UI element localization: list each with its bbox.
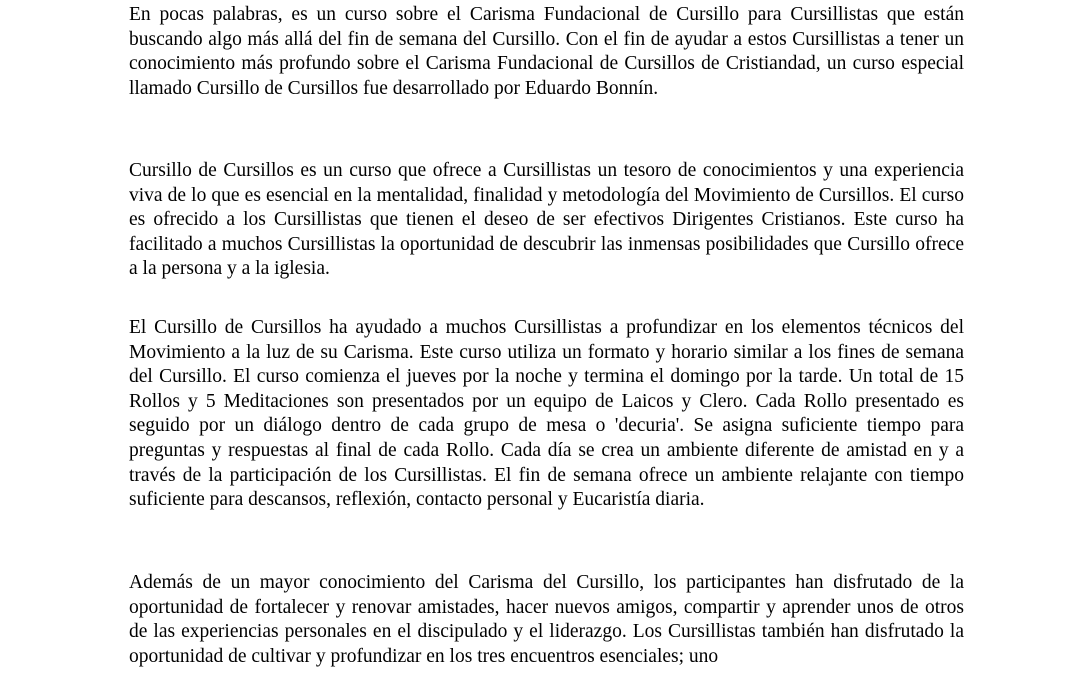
paragraph-participant-benefits: Además de un mayor conocimiento del Carisma del Cursillo, los participantes han disfrutado de la oportunidad de fortalecer y renovar amistades, hacer nuevos amigos, compartir y aprender unos de otros de las experiencias personales en el discipulado y el liderazgo. Los Cursillistas también han disfrutado la oportunidad de cultivar y profundizar en los tres encuentros esenciales; uno bbox=[129, 572, 964, 667]
paragraph-course-format: El Cursillo de Cursillos ha ayudado a muchos Cursillistas a profundizar en los elementos técnicos del Movimiento a la luz de su Carisma. Este curso utiliza un formato y horario similar a los fines de semana del Cursillo. El curso comienza el jueves por la noche y termina el domingo por la tarde. Un total de 15 Rollos y 5 Meditaciones son presentados por un equipo de Laicos y Clero. Cada Rollo presentado es seguido por un diálogo dentro de cada grupo de mesa o 'decuria'. Se asigna suficiente tiempo para preguntas y respuestas al final de cada Rollo. Cada día se crea un ambiente diferente de amistad en y a través de la participación de los Cursillistas. El fin de semana ofrece un ambiente relajante con tiempo suficiente para descansos, reflexión, contacto personal y Eucaristía diaria. bbox=[129, 317, 964, 511]
paragraph-intro: En pocas palabras, es un curso sobre el Carisma Fundacional de Cursillo para Cursillistas que están buscando algo más allá del fin de semana del Cursillo. Con el fin de ayudar a estos Cursillistas a tener un conocimiento más profundo sobre el Carisma Fundacional de Cursillos de Cristiandad, un curso especial llamado Cursillo de Cursillos fue desarrollado por Eduardo Bonnín. bbox=[129, 4, 964, 99]
paragraph-course-description: Cursillo de Cursillos es un curso que ofrece a Cursillistas un tesoro de conocimientos y una experiencia viva de lo que es esencial en la mentalidad, finalidad y metodología del Movimiento de Cursillos. El curso es ofrecido a los Cursillistas que tienen el deseo de ser efectivos Dirigentes Cristianos. Este curso ha facilitado a muchos Cursillistas la oportunidad de descubrir las inmensas posibilidades que Cursillo ofrece a la persona y a la iglesia. bbox=[129, 160, 964, 280]
